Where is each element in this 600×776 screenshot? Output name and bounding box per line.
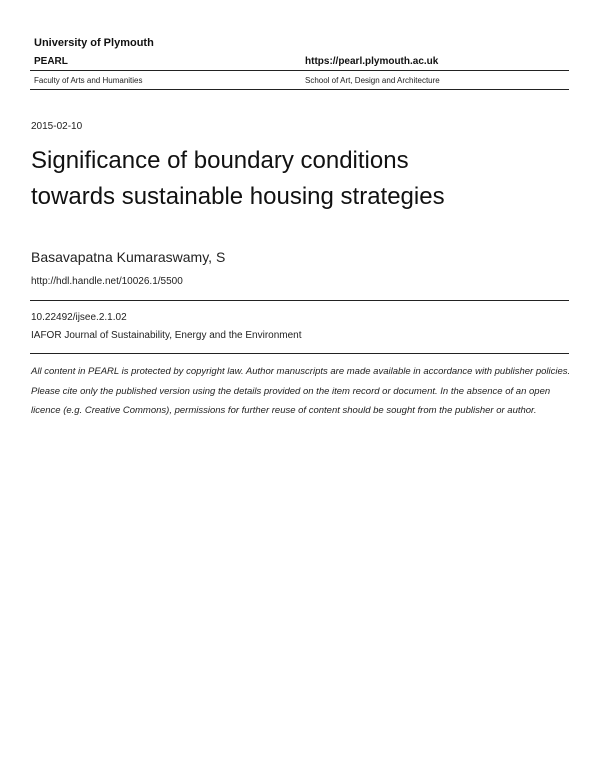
faculty-name: Faculty of Arts and Humanities [34, 76, 143, 85]
repository-name: PEARL [34, 56, 68, 67]
header-divider-bottom [30, 89, 569, 90]
publication-date: 2015-02-10 [31, 121, 83, 132]
notice-divider [30, 353, 569, 354]
school-name: School of Art, Design and Architecture [305, 76, 440, 85]
handle-link[interactable]: http://hdl.handle.net/10026.1/5500 [31, 276, 183, 287]
document-title [31, 143, 571, 215]
record-divider [30, 300, 569, 301]
author-name: Basavapatna Kumaraswamy, S [31, 249, 226, 265]
journal-name: IAFOR Journal of Sustainability, Energy and the Environment [31, 330, 302, 341]
copyright-notice: All content in PEARL is protected by copyright law. Author manuscripts are made available in accordance with publisher policies. Please cite only the published version using the details provided on the item record or document. In the absence of an open licence (e.g. Creative Commons), permissions for further reuse of content should be sought from the publisher or author. [31, 366, 571, 417]
repository-link[interactable]: https://pearl.plymouth.ac.uk [305, 56, 439, 67]
institution-name: University of Plymouth [34, 37, 154, 49]
doi-identifier: 10.22492/ijsee.2.1.02 [31, 312, 127, 323]
header-divider-top [30, 70, 569, 71]
title-line-2: towards sustainable housing strategies [31, 183, 445, 210]
title-line-1: Significance of boundary conditions [31, 147, 409, 174]
